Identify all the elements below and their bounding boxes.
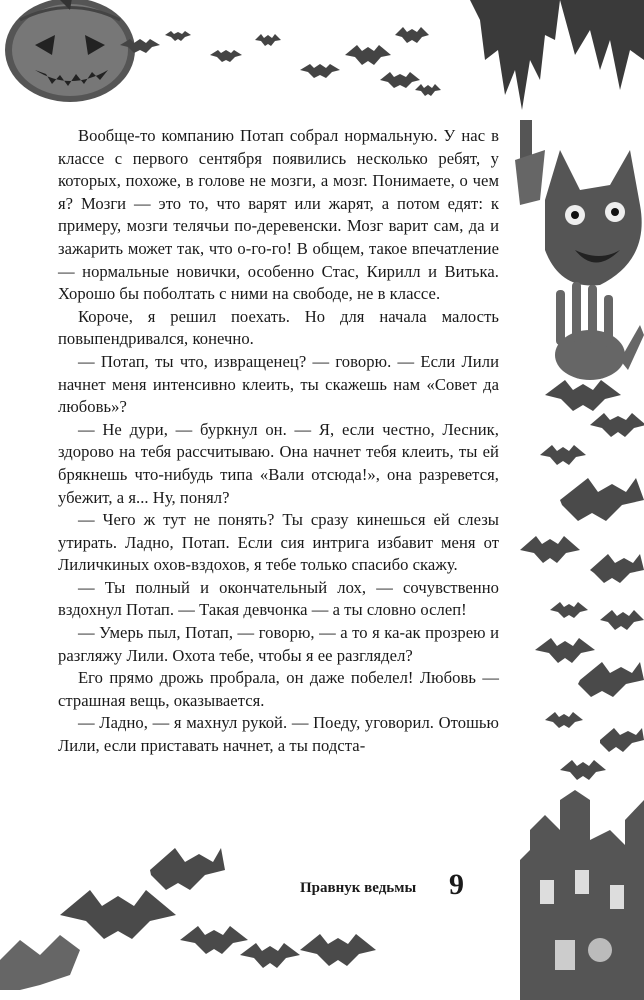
running-footer-title: Правнук ведьмы [300, 880, 417, 896]
paragraph: Его прямо дрожь пробрала, он даже побелел! Любовь — страшная вещь, оказывается. [58, 668, 499, 710]
cat-icon [545, 150, 642, 286]
paragraph: — Ты полный и окончательный лох, — сочувственно вздохнул Потап. — Такая девчонка — а ты словно ослеп! [58, 577, 499, 620]
paragraph: — Не дури, — буркнул он. — Я, если честно, Лесник, здорово на тебя рассчитываю. Она начнет тебя клеить, ты ей брякнешь что-нибудь типа «Вали отсюда!», она разревется, убежит, а я... Ну, понял? [58, 419, 499, 507]
paragraph: — Умерь пыл, Потап, — говорю, — а то я ка-ак прозрею и разгляжу Лили. Охота тебе, чтобы я ее разглядел? [58, 623, 499, 665]
paragraph: — Потап, ты что, извращенец? — говорю. — Если Лили начнет меня интенсивно клеить, ты скажешь нам «Совет да любовь»? [58, 351, 499, 417]
paragraph: — Чего ж тут не понять? Ты сразу кинешься ей слезы утирать. Ладно, Потап. Если сия интрига избавит меня от Лиличкиных охов-вздохов, я тебе только спасибо скажу. [58, 510, 499, 575]
bat-icon [520, 380, 644, 780]
page-number: 9 [449, 868, 464, 901]
castle-icon [520, 790, 644, 1000]
bat-icon [120, 27, 441, 96]
paragraph: Короче, я решил поехать. Но для начала малость повыпендривался, конечно. [58, 306, 499, 349]
body-text [58, 125, 499, 758]
jack-o-lantern-icon [5, 0, 135, 102]
paragraph: — Ладно, — я махнул рукой. — Поеду, уговорил. Отошью Лили, если приставать начнет, а ты подста- [58, 713, 499, 756]
bat-icon [0, 848, 376, 990]
paragraph: Вообще-то компанию Потап собрал нормальную. У нас в классе с первого сентября появились несколько ребят, у которых, похоже, в голове не мозги, а мозг. Понимаете, о чем я? Мозги — это то, что варят или жарят, а потом едят: к примеру, мозги телячьи по-деревенски. Мозг варит сам, да и зажарить может так, что о-го-го! В общем, такое впечатление — нормальные новички, особенно Стас, Кирилл и Витька. Хорошо бы поболтать с ними на свободе, не в классе. [58, 126, 499, 304]
handprint-icon [555, 282, 644, 380]
